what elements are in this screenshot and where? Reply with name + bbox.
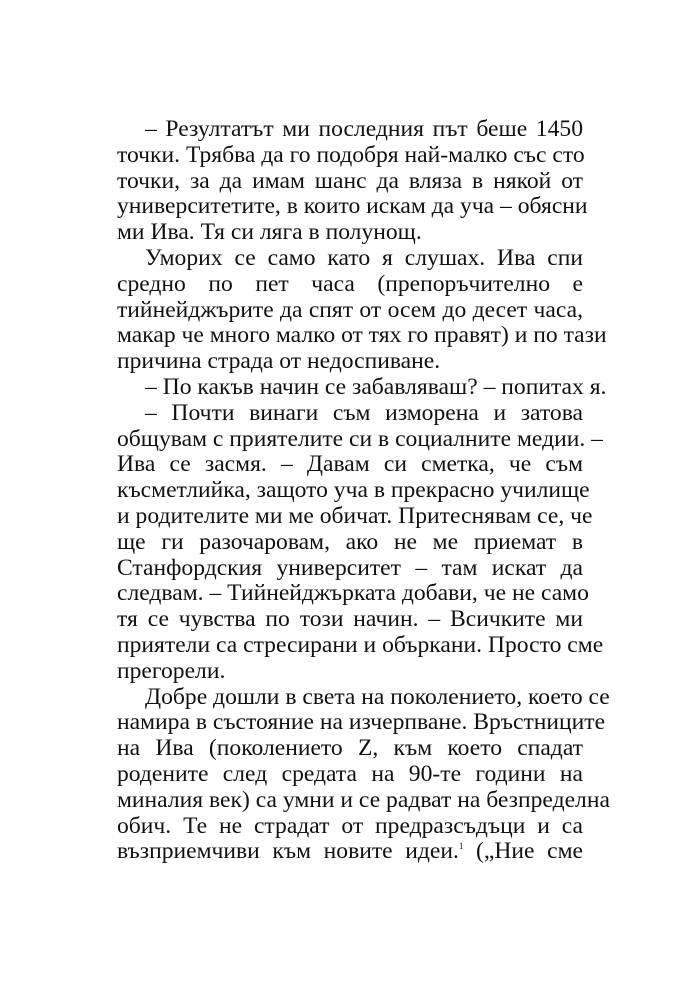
text-line: точки, за да имам шанс да вляза в някой от [117,167,583,194]
text-line: прегорели. [117,657,226,684]
text-line: тя се чувства по този начин. – Всичките ми [117,606,583,633]
text-line: общувам с приятелите си в социалните медии. – [117,425,603,452]
text-line: Уморих се само като я слушах. Ива спи [145,244,583,271]
text-line: средно по пет часа (препоръчително е [117,270,583,297]
text-line: на Ива (поколението Z, към което спадат [117,735,583,762]
text-segment: („Ние сме [463,838,583,865]
text-line: Станфордския университет – там искат да [117,554,583,581]
text-line: късметлийка, защото уча в прекрасно училище [117,477,590,504]
text-line: обич. Те не страдат от предразсъдъци и са [117,812,583,839]
text-line: Ива се засмя. – Давам си сметка, че съм [117,451,583,478]
text-line: родените след средата на 90-те години на [117,760,583,787]
text-line [117,839,583,865]
text-segment: възприемчиви към новите идеи. [117,838,459,865]
text-line: университетите, в които искам да уча – обясни [117,193,588,220]
footnote-reference[interactable]: 1 [458,841,464,852]
text-line: приятели са стресирани и объркани. Просто сме [117,631,604,658]
text-line: Добре дошли в света на поколението, което се [145,683,610,710]
text-line: следвам. – Тийнейджърката добави, че не само [117,580,589,607]
text-line: и родителите ми ме обичат. Притеснявам се, че [117,502,593,529]
page-text [117,116,610,865]
text-line: – Почти винаги съм изморена и затова [145,399,583,426]
text-line: причина страда от недоспиване. [117,348,441,375]
text-line: тийнейджърите да спят от осем до десет часа, [117,296,583,323]
text-line: намира в състояние на изчерпване. Връстниците [117,709,606,736]
text-line: ми Ива. Тя си ляга в полунощ. [117,219,422,246]
text-line: миналия век) са умни и се радват на безпределна [117,786,610,813]
text-line: макар че много малко от тях го правят) и по тази [117,322,607,349]
text-line: – По какъв начин се забавляваш? – попитах я. [145,373,607,400]
text-line: – Резултатът ми последния път беше 1450 [145,116,583,142]
text-line: точки. Трябва да го подобря най-малко със сто [117,141,585,168]
text-line: ще ги разочаровам, ако не ме приемат в [117,528,583,555]
